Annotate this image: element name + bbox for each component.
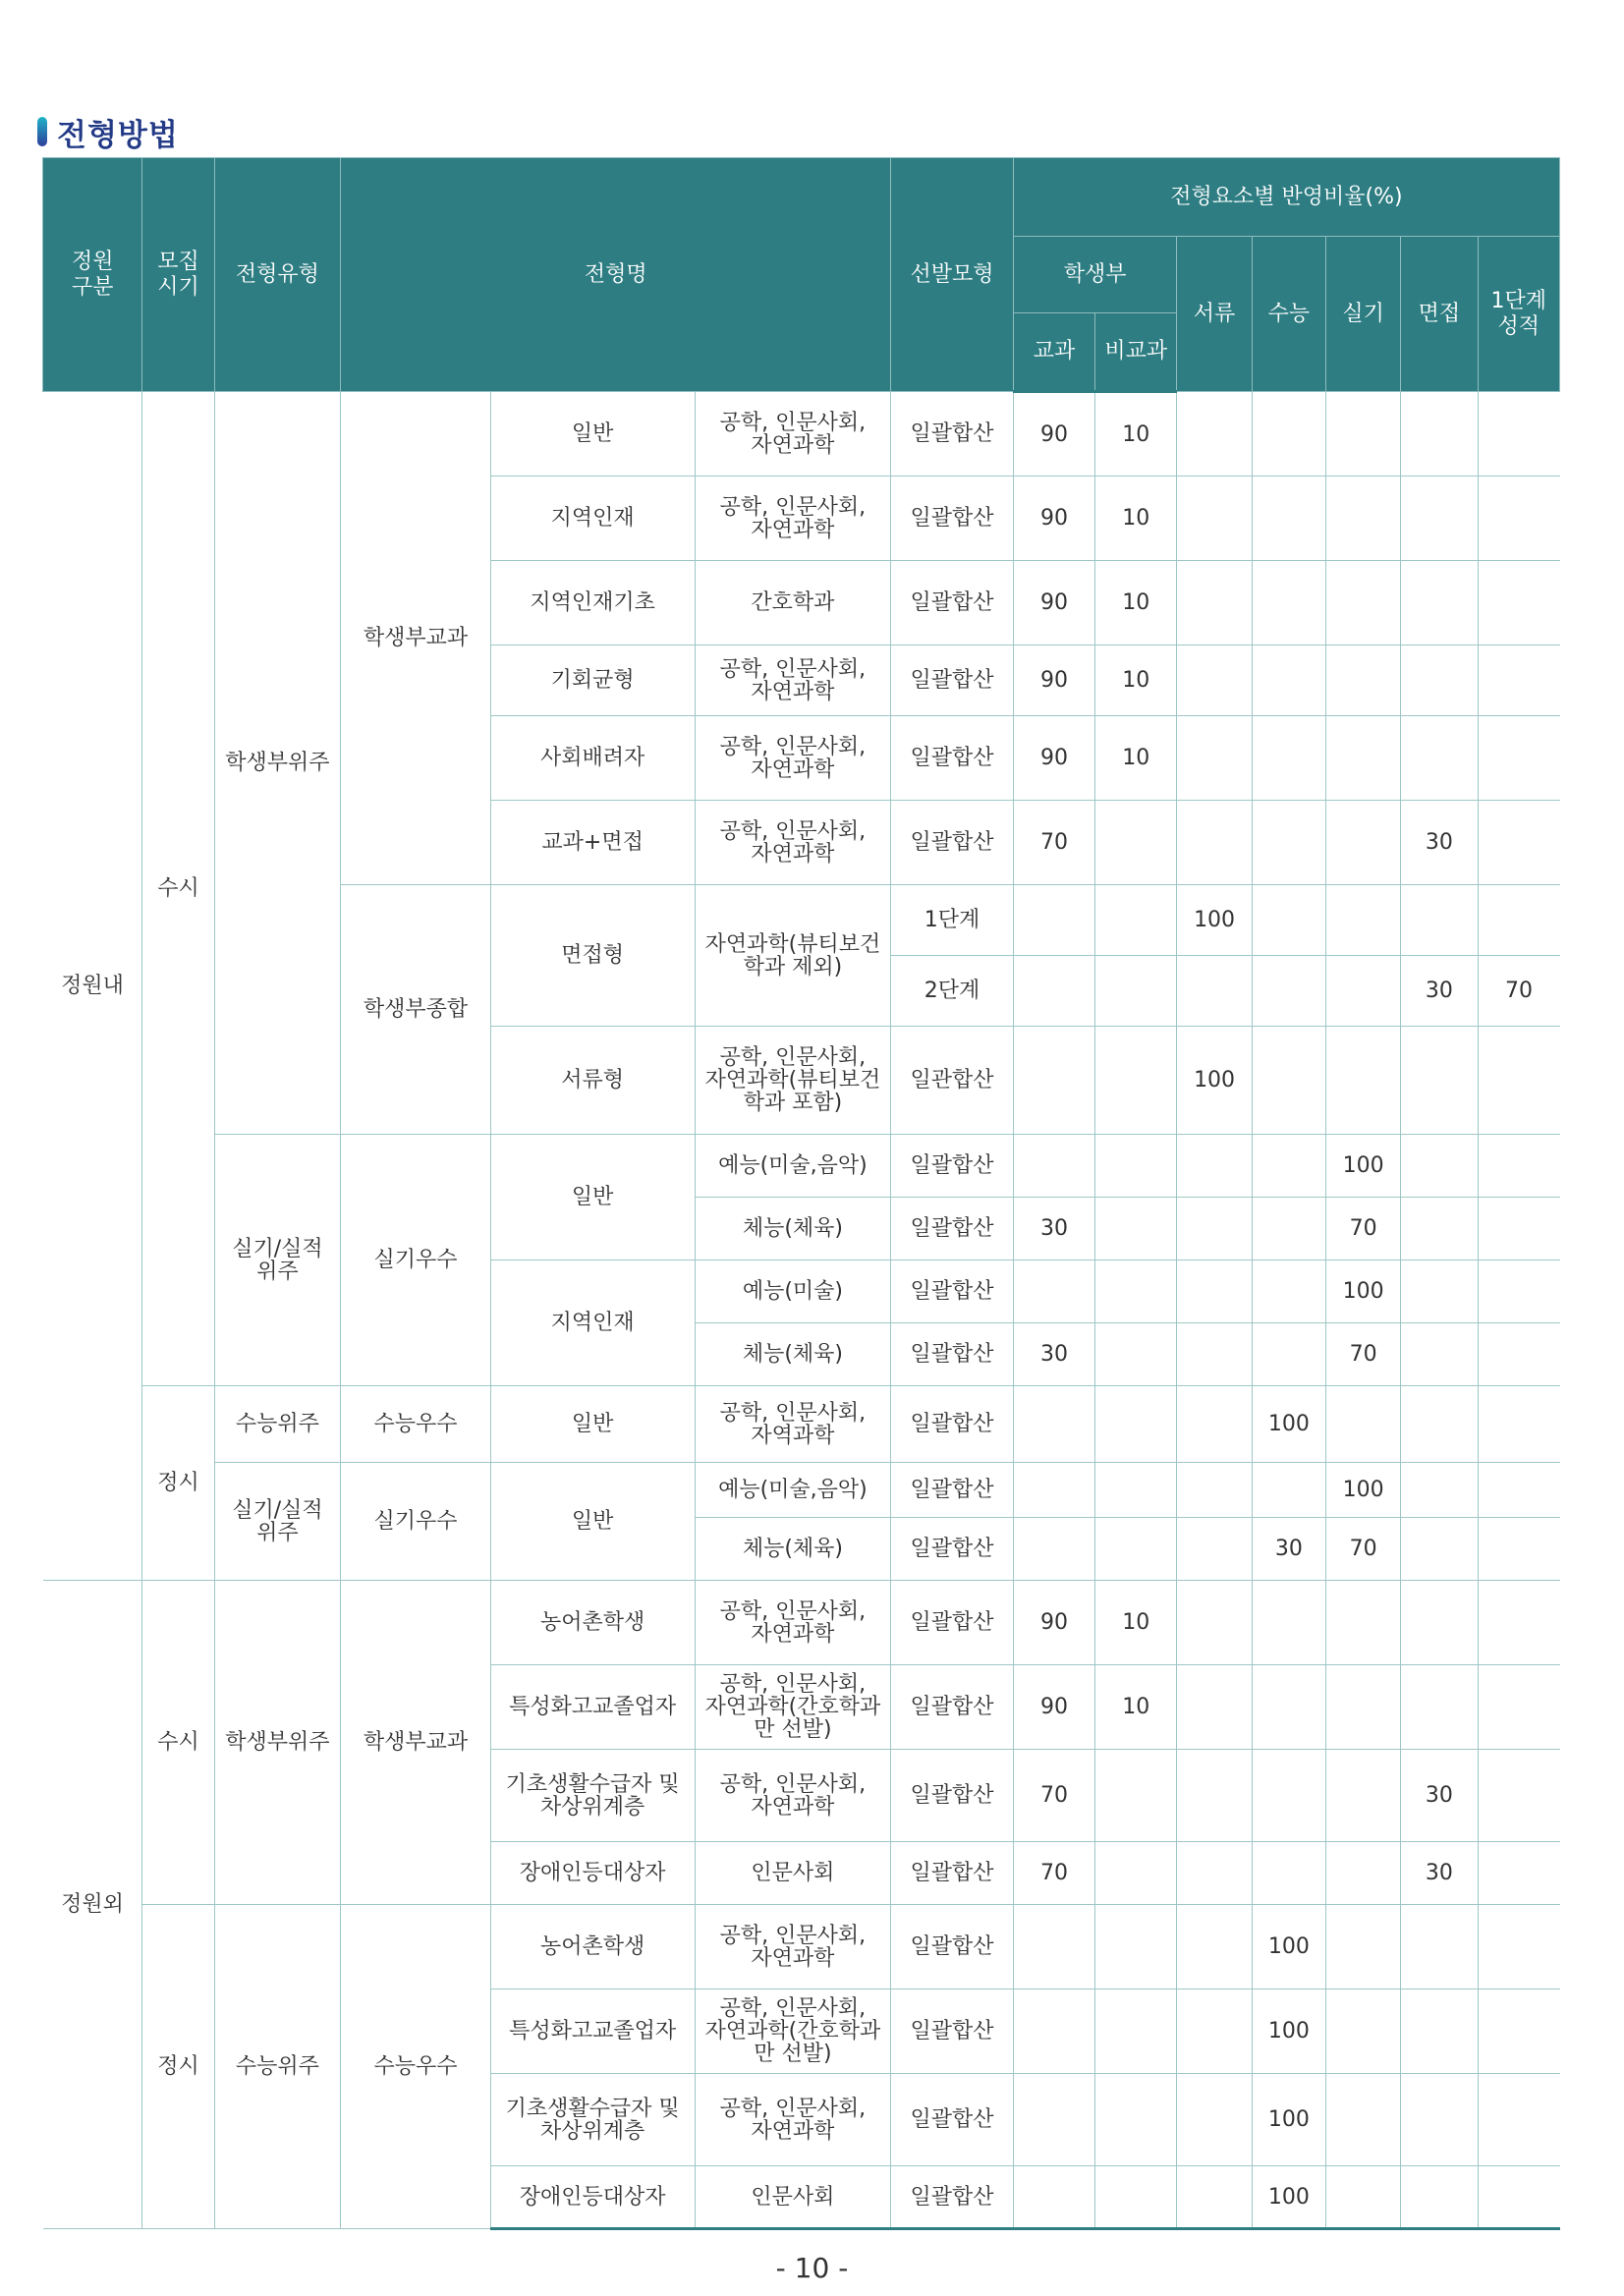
department-cell: 체능(체육)	[695, 1323, 891, 1386]
stage1-ratio-cell	[1478, 1198, 1559, 1260]
curricular-ratio-cell	[1013, 956, 1094, 1027]
practical-ratio-cell	[1325, 392, 1400, 476]
selection-model-cell: 일괄합산	[891, 1135, 1013, 1198]
department-cell: 공학, 인문사회, 자연과학	[695, 392, 891, 476]
practical-ratio-cell	[1325, 1989, 1400, 2074]
stage1-ratio-cell	[1478, 716, 1559, 801]
extracurricular-ratio-cell	[1095, 1260, 1177, 1323]
table-row	[43, 1386, 1560, 1463]
documents-ratio-cell: 100	[1177, 885, 1252, 956]
curricular-ratio-cell	[1013, 1027, 1094, 1135]
department-cell: 공학, 인문사회, 자연과학(뷰티보건 학과 포함)	[695, 1027, 891, 1135]
curricular-ratio-cell	[1013, 1905, 1094, 1989]
csat-ratio-cell	[1252, 645, 1325, 716]
curricular-ratio-cell	[1013, 2166, 1094, 2229]
extracurricular-ratio-cell: 10	[1095, 716, 1177, 801]
table-header	[43, 158, 1560, 392]
stage1-ratio-cell	[1478, 1027, 1559, 1135]
documents-ratio-cell: 100	[1177, 1027, 1252, 1135]
practical-ratio-cell: 100	[1325, 1260, 1400, 1323]
extracurricular-ratio-cell	[1095, 1750, 1177, 1842]
documents-ratio-cell	[1177, 645, 1252, 716]
header-curricular: 교과	[1013, 313, 1094, 392]
department-cell: 자연과학(뷰티보건 학과 제외)	[695, 885, 891, 1027]
stage1-ratio-cell	[1478, 1842, 1559, 1905]
extracurricular-ratio-cell	[1095, 1135, 1177, 1198]
curricular-ratio-cell: 70	[1013, 1842, 1094, 1905]
extracurricular-ratio-cell: 10	[1095, 1665, 1177, 1750]
header-admission-type: 전형유형	[214, 158, 340, 392]
admission-category-cell: 실기우수	[341, 1463, 491, 1581]
extracurricular-ratio-cell	[1095, 2166, 1177, 2229]
extracurricular-ratio-cell: 10	[1095, 476, 1177, 561]
documents-ratio-cell	[1177, 801, 1252, 885]
interview-ratio-cell	[1401, 1135, 1478, 1198]
documents-ratio-cell	[1177, 1750, 1252, 1842]
csat-ratio-cell	[1252, 1665, 1325, 1750]
documents-ratio-cell	[1177, 1989, 1252, 2074]
department-cell: 예능(미술)	[695, 1260, 891, 1323]
stage1-ratio-cell	[1478, 1750, 1559, 1842]
csat-ratio-cell	[1252, 716, 1325, 801]
selection-model-cell: 일괄합산	[891, 561, 1013, 645]
table-row	[43, 392, 1560, 476]
documents-ratio-cell	[1177, 1581, 1252, 1665]
admission-name-cell: 서류형	[490, 1027, 695, 1135]
table-row	[43, 1463, 1560, 1518]
admission-name-cell: 장애인등대상자	[490, 2166, 695, 2229]
admission-name-cell: 장애인등대상자	[490, 1842, 695, 1905]
csat-ratio-cell	[1252, 1027, 1325, 1135]
admission-name-cell: 특성화고교졸업자	[490, 1665, 695, 1750]
section-heading	[37, 108, 179, 155]
stage1-ratio-cell	[1478, 1989, 1559, 2074]
admission-name-cell: 일반	[490, 1386, 695, 1463]
admission-name-cell: 면접형	[490, 885, 695, 1027]
header-csat: 수능	[1252, 237, 1325, 392]
interview-ratio-cell	[1401, 1989, 1478, 2074]
csat-ratio-cell: 100	[1252, 2166, 1325, 2229]
recruit-period-cell: 수시	[142, 392, 214, 1386]
admission-name-cell: 교과+면접	[490, 801, 695, 885]
curricular-ratio-cell: 90	[1013, 561, 1094, 645]
admission-type-cell: 학생부위주	[214, 1581, 340, 1905]
stage1-ratio-cell	[1478, 885, 1559, 956]
recruit-period-cell: 정시	[142, 1386, 214, 1581]
selection-model-cell: 일괄합산	[891, 2166, 1013, 2229]
selection-model-cell: 일괄합산	[891, 1198, 1013, 1260]
csat-ratio-cell: 100	[1252, 1989, 1325, 2074]
curricular-ratio-cell: 30	[1013, 1323, 1094, 1386]
csat-ratio-cell	[1252, 1842, 1325, 1905]
practical-ratio-cell	[1325, 1905, 1400, 1989]
csat-ratio-cell	[1252, 1135, 1325, 1198]
department-cell: 인문사회	[695, 2166, 891, 2229]
documents-ratio-cell	[1177, 2074, 1252, 2166]
interview-ratio-cell: 30	[1401, 1750, 1478, 1842]
documents-ratio-cell	[1177, 561, 1252, 645]
curricular-ratio-cell: 90	[1013, 716, 1094, 801]
table-row	[43, 1135, 1560, 1198]
admission-name-cell: 농어촌학생	[490, 1905, 695, 1989]
practical-ratio-cell	[1325, 2166, 1400, 2229]
admission-type-cell: 수능위주	[214, 1905, 340, 2229]
admission-category-cell: 학생부종합	[341, 885, 491, 1135]
header-quota-type: 정원 구분	[43, 158, 142, 392]
practical-ratio-cell	[1325, 1581, 1400, 1665]
admission-category-cell: 학생부교과	[341, 1581, 491, 1905]
interview-ratio-cell	[1401, 1027, 1478, 1135]
recruit-period-cell: 정시	[142, 1905, 214, 2229]
admission-name-cell: 기회균형	[490, 645, 695, 716]
csat-ratio-cell	[1252, 561, 1325, 645]
practical-ratio-cell	[1325, 561, 1400, 645]
recruit-period-cell: 수시	[142, 1581, 214, 1905]
curricular-ratio-cell	[1013, 2074, 1094, 2166]
selection-model-cell: 일괄합산	[891, 1989, 1013, 2074]
documents-ratio-cell	[1177, 716, 1252, 801]
admission-name-cell: 지역인재	[490, 476, 695, 561]
admission-name-cell: 지역인재기초	[490, 561, 695, 645]
extracurricular-ratio-cell	[1095, 1323, 1177, 1386]
interview-ratio-cell	[1401, 476, 1478, 561]
documents-ratio-cell	[1177, 476, 1252, 561]
department-cell: 공학, 인문사회, 자연과학	[695, 2074, 891, 2166]
selection-model-cell: 일괄합산	[891, 716, 1013, 801]
department-cell: 공학, 인문사회, 자연과학	[695, 801, 891, 885]
csat-ratio-cell	[1252, 1581, 1325, 1665]
department-cell: 공학, 인문사회, 자연과학	[695, 1905, 891, 1989]
stage1-ratio-cell	[1478, 2166, 1559, 2229]
curricular-ratio-cell	[1013, 885, 1094, 956]
extracurricular-ratio-cell	[1095, 1905, 1177, 1989]
admission-name-cell: 지역인재	[490, 1260, 695, 1386]
curricular-ratio-cell	[1013, 1989, 1094, 2074]
header-practical: 실기	[1325, 237, 1400, 392]
selection-model-cell: 일괄합산	[891, 1463, 1013, 1518]
header-stage1-score: 1단계 성적	[1478, 237, 1559, 392]
extracurricular-ratio-cell	[1095, 1027, 1177, 1135]
interview-ratio-cell	[1401, 392, 1478, 476]
documents-ratio-cell	[1177, 1260, 1252, 1323]
interview-ratio-cell	[1401, 885, 1478, 956]
practical-ratio-cell	[1325, 2074, 1400, 2166]
admission-name-cell: 기초생활수급자 및 차상위계층	[490, 2074, 695, 2166]
header-recruit-period: 모집 시기	[142, 158, 214, 392]
admission-name-cell: 사회배려자	[490, 716, 695, 801]
interview-ratio-cell	[1401, 2074, 1478, 2166]
practical-ratio-cell	[1325, 1665, 1400, 1750]
admission-name-cell: 기초생활수급자 및 차상위계층	[490, 1750, 695, 1842]
practical-ratio-cell	[1325, 1750, 1400, 1842]
selection-model-cell: 일관합산	[891, 1027, 1013, 1135]
extracurricular-ratio-cell	[1095, 2074, 1177, 2166]
csat-ratio-cell	[1252, 885, 1325, 956]
header-interview: 면접	[1401, 237, 1478, 392]
department-cell: 체능(체육)	[695, 1198, 891, 1260]
table-row	[43, 1581, 1560, 1665]
curricular-ratio-cell: 70	[1013, 801, 1094, 885]
curricular-ratio-cell: 70	[1013, 1750, 1094, 1842]
admission-name-cell: 일반	[490, 392, 695, 476]
stage1-ratio-cell	[1478, 392, 1559, 476]
interview-ratio-cell	[1401, 1665, 1478, 1750]
csat-ratio-cell: 100	[1252, 1386, 1325, 1463]
interview-ratio-cell	[1401, 561, 1478, 645]
admission-category-cell: 학생부교과	[341, 392, 491, 885]
csat-ratio-cell	[1252, 956, 1325, 1027]
department-cell: 간호학과	[695, 561, 891, 645]
admission-category-cell: 수능우수	[341, 1905, 491, 2229]
interview-ratio-cell	[1401, 645, 1478, 716]
extracurricular-ratio-cell: 10	[1095, 645, 1177, 716]
extracurricular-ratio-cell	[1095, 1842, 1177, 1905]
csat-ratio-cell	[1252, 1198, 1325, 1260]
csat-ratio-cell	[1252, 1750, 1325, 1842]
stage1-ratio-cell	[1478, 2074, 1559, 2166]
csat-ratio-cell	[1252, 1323, 1325, 1386]
header-student-record: 학생부	[1013, 237, 1177, 313]
practical-ratio-cell	[1325, 1842, 1400, 1905]
interview-ratio-cell	[1401, 2166, 1478, 2229]
csat-ratio-cell	[1252, 1260, 1325, 1323]
department-cell: 예능(미술,음악)	[695, 1463, 891, 1518]
practical-ratio-cell	[1325, 476, 1400, 561]
practical-ratio-cell	[1325, 885, 1400, 956]
stage1-ratio-cell	[1478, 1135, 1559, 1198]
practical-ratio-cell: 70	[1325, 1518, 1400, 1581]
department-cell: 공학, 인문사회, 자연과학	[695, 645, 891, 716]
selection-model-cell: 일괄합산	[891, 1260, 1013, 1323]
documents-ratio-cell	[1177, 1323, 1252, 1386]
selection-model-cell: 일괄합산	[891, 1750, 1013, 1842]
csat-ratio-cell	[1252, 1463, 1325, 1518]
documents-ratio-cell	[1177, 956, 1252, 1027]
practical-ratio-cell: 70	[1325, 1198, 1400, 1260]
stage1-ratio-cell	[1478, 1665, 1559, 1750]
interview-ratio-cell	[1401, 1260, 1478, 1323]
interview-ratio-cell	[1401, 1323, 1478, 1386]
admission-name-cell: 일반	[490, 1463, 695, 1581]
selection-model-cell: 일괄합산	[891, 1842, 1013, 1905]
header-ratio-group: 전형요소별 반영비율(%)	[1013, 158, 1559, 237]
selection-model-cell: 1단계	[891, 885, 1013, 956]
extracurricular-ratio-cell	[1095, 885, 1177, 956]
practical-ratio-cell	[1325, 1386, 1400, 1463]
admission-name-cell: 농어촌학생	[490, 1581, 695, 1665]
curricular-ratio-cell: 90	[1013, 645, 1094, 716]
stage1-ratio-cell	[1478, 1323, 1559, 1386]
page-number: - 10 -	[775, 2252, 849, 2284]
admission-type-cell: 실기/실적 위주	[214, 1135, 340, 1386]
stage1-ratio-cell	[1478, 1260, 1559, 1323]
stage1-ratio-cell	[1478, 1581, 1559, 1665]
curricular-ratio-cell: 90	[1013, 392, 1094, 476]
stage1-ratio-cell	[1478, 476, 1559, 561]
practical-ratio-cell	[1325, 1027, 1400, 1135]
department-cell: 공학, 인문사회, 자연과학(간호학과 만 선발)	[695, 1665, 891, 1750]
stage1-ratio-cell	[1478, 1518, 1559, 1581]
selection-model-cell: 일괄합산	[891, 645, 1013, 716]
admission-type-cell: 실기/실적 위주	[214, 1463, 340, 1581]
stage1-ratio-cell: 70	[1478, 956, 1559, 1027]
header-admission-name: 전형명	[341, 158, 891, 392]
curricular-ratio-cell: 30	[1013, 1198, 1094, 1260]
practical-ratio-cell	[1325, 801, 1400, 885]
selection-model-cell: 일괄합산	[891, 392, 1013, 476]
documents-ratio-cell	[1177, 1518, 1252, 1581]
admission-type-cell: 학생부위주	[214, 392, 340, 1135]
practical-ratio-cell: 100	[1325, 1135, 1400, 1198]
extracurricular-ratio-cell	[1095, 1198, 1177, 1260]
heading-bar-icon	[37, 117, 47, 146]
admission-method-table	[42, 157, 1560, 2230]
curricular-ratio-cell	[1013, 1260, 1094, 1323]
quota-type-cell: 정원외	[43, 1581, 142, 2229]
interview-ratio-cell	[1401, 1463, 1478, 1518]
csat-ratio-cell	[1252, 392, 1325, 476]
extracurricular-ratio-cell	[1095, 801, 1177, 885]
admission-name-cell: 일반	[490, 1135, 695, 1260]
interview-ratio-cell: 30	[1401, 801, 1478, 885]
extracurricular-ratio-cell	[1095, 1518, 1177, 1581]
admission-category-cell: 수능우수	[341, 1386, 491, 1463]
department-cell: 공학, 인문사회, 자연과학(간호학과 만 선발)	[695, 1989, 891, 2074]
csat-ratio-cell	[1252, 801, 1325, 885]
stage1-ratio-cell	[1478, 645, 1559, 716]
practical-ratio-cell	[1325, 716, 1400, 801]
selection-model-cell: 일괄합산	[891, 1905, 1013, 1989]
selection-model-cell: 2단계	[891, 956, 1013, 1027]
curricular-ratio-cell: 90	[1013, 476, 1094, 561]
practical-ratio-cell: 100	[1325, 1463, 1400, 1518]
admission-type-cell: 수능위주	[214, 1386, 340, 1463]
table-row	[43, 1905, 1560, 1989]
department-cell: 인문사회	[695, 1842, 891, 1905]
extracurricular-ratio-cell	[1095, 1386, 1177, 1463]
selection-model-cell: 일괄합산	[891, 801, 1013, 885]
documents-ratio-cell	[1177, 1665, 1252, 1750]
department-cell: 체능(체육)	[695, 1518, 891, 1581]
extracurricular-ratio-cell: 10	[1095, 392, 1177, 476]
practical-ratio-cell: 70	[1325, 1323, 1400, 1386]
admission-name-cell: 특성화고교졸업자	[490, 1989, 695, 2074]
department-cell: 공학, 인문사회, 자역과학	[695, 1386, 891, 1463]
department-cell: 예능(미술,음악)	[695, 1135, 891, 1198]
extracurricular-ratio-cell	[1095, 1989, 1177, 2074]
practical-ratio-cell	[1325, 956, 1400, 1027]
curricular-ratio-cell	[1013, 1135, 1094, 1198]
extracurricular-ratio-cell: 10	[1095, 561, 1177, 645]
selection-model-cell: 일괄합산	[891, 1323, 1013, 1386]
header-selection-model: 선발모형	[891, 158, 1013, 392]
selection-model-cell: 일괄합산	[891, 2074, 1013, 2166]
practical-ratio-cell	[1325, 645, 1400, 716]
interview-ratio-cell	[1401, 716, 1478, 801]
curricular-ratio-cell: 90	[1013, 1581, 1094, 1665]
documents-ratio-cell	[1177, 1463, 1252, 1518]
documents-ratio-cell	[1177, 1905, 1252, 1989]
csat-ratio-cell	[1252, 476, 1325, 561]
department-cell: 공학, 인문사회, 자연과학	[695, 1750, 891, 1842]
csat-ratio-cell: 30	[1252, 1518, 1325, 1581]
department-cell: 공학, 인문사회, 자연과학	[695, 716, 891, 801]
interview-ratio-cell	[1401, 1518, 1478, 1581]
curricular-ratio-cell	[1013, 1518, 1094, 1581]
extracurricular-ratio-cell: 10	[1095, 1581, 1177, 1665]
documents-ratio-cell	[1177, 1386, 1252, 1463]
curricular-ratio-cell: 90	[1013, 1665, 1094, 1750]
documents-ratio-cell	[1177, 1135, 1252, 1198]
selection-model-cell: 일괄합산	[891, 1581, 1013, 1665]
stage1-ratio-cell	[1478, 1386, 1559, 1463]
interview-ratio-cell	[1401, 1386, 1478, 1463]
stage1-ratio-cell	[1478, 801, 1559, 885]
interview-ratio-cell	[1401, 1905, 1478, 1989]
table-body	[43, 392, 1560, 2229]
documents-ratio-cell	[1177, 2166, 1252, 2229]
quota-type-cell: 정원내	[43, 392, 142, 1581]
extracurricular-ratio-cell	[1095, 1463, 1177, 1518]
department-cell: 공학, 인문사회, 자연과학	[695, 476, 891, 561]
csat-ratio-cell: 100	[1252, 2074, 1325, 2166]
curricular-ratio-cell	[1013, 1463, 1094, 1518]
admission-category-cell: 실기우수	[341, 1135, 491, 1386]
section-title: 전형방법	[57, 117, 179, 153]
interview-ratio-cell: 30	[1401, 956, 1478, 1027]
header-extracurricular: 비교과	[1095, 313, 1177, 392]
stage1-ratio-cell	[1478, 561, 1559, 645]
interview-ratio-cell	[1401, 1198, 1478, 1260]
documents-ratio-cell	[1177, 1198, 1252, 1260]
selection-model-cell: 일괄합산	[891, 1386, 1013, 1463]
documents-ratio-cell	[1177, 392, 1252, 476]
documents-ratio-cell	[1177, 1842, 1252, 1905]
selection-model-cell: 일괄합산	[891, 1518, 1013, 1581]
csat-ratio-cell: 100	[1252, 1905, 1325, 1989]
interview-ratio-cell: 30	[1401, 1842, 1478, 1905]
header-documents: 서류	[1177, 237, 1252, 392]
stage1-ratio-cell	[1478, 1905, 1559, 1989]
extracurricular-ratio-cell	[1095, 956, 1177, 1027]
stage1-ratio-cell	[1478, 1463, 1559, 1518]
interview-ratio-cell	[1401, 1581, 1478, 1665]
selection-model-cell: 일괄합산	[891, 1665, 1013, 1750]
selection-model-cell: 일괄합산	[891, 476, 1013, 561]
department-cell: 공학, 인문사회, 자연과학	[695, 1581, 891, 1665]
curricular-ratio-cell	[1013, 1386, 1094, 1463]
